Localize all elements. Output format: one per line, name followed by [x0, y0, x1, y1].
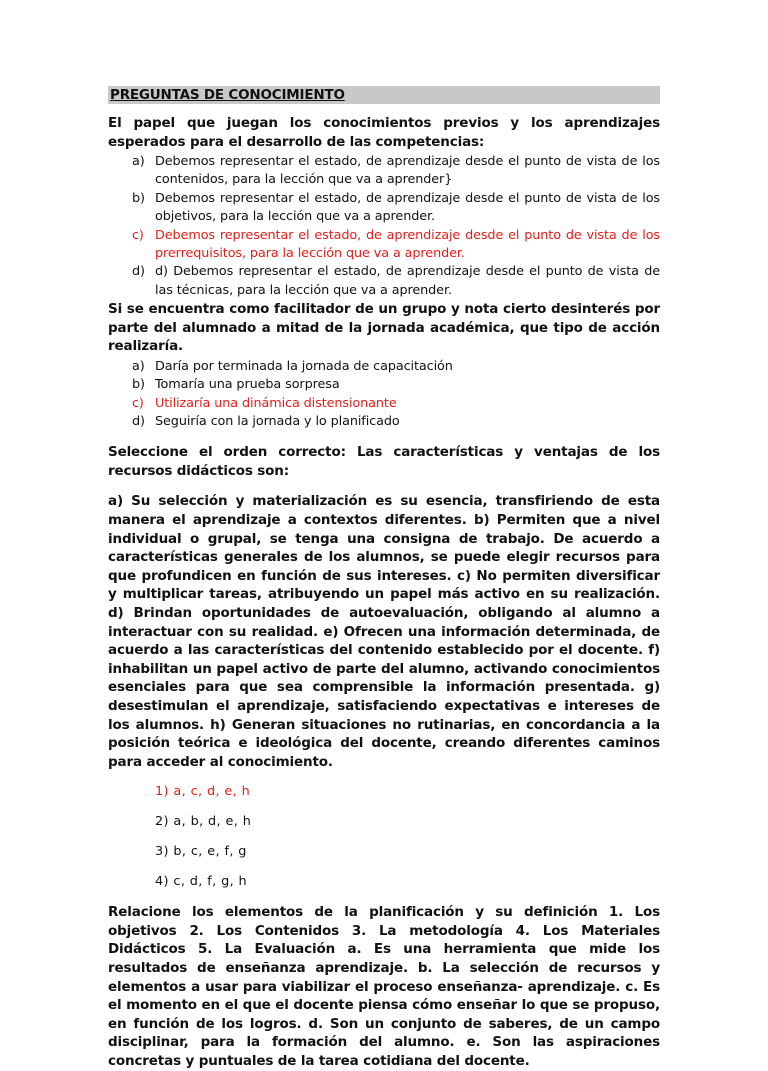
question-2-option-b	[108, 376, 660, 394]
option-letter: c)	[132, 395, 144, 411]
question-1-option-d	[108, 263, 660, 300]
option-text: Tomaría una prueba sorpresa	[155, 377, 340, 393]
answer-4: 4) c, d, f, g, h	[155, 874, 248, 890]
question-4-prompt: Relacione los elementos de la planificación y su definición 1. Los objetivos 2. Los Contenidos 3. La metodología 4. Los Materiales Didácticos 5. La Evaluación a. Es una herramienta que mide los resultados de enseñanza aprendizaje. b. La selección de recursos y elementos a usar para viabilizar el proceso enseñanza- aprendizaje. c. Es el momento en el que el docente piensa cómo enseñar lo que se propuso, en función de los logros. d. Son un conjunto de saberes, de un campo disciplinar, para la formación del alumno. e. Son las aspiraciones concretas y puntuales de la tarea cotidiana del docente.	[108, 904, 660, 1070]
question-1-option-a	[108, 153, 660, 190]
option-letter: d)	[132, 413, 145, 429]
option-letter: b)	[132, 377, 145, 393]
option-letter: a)	[132, 358, 145, 374]
option-letter: d)	[132, 264, 145, 280]
option-letter: b)	[132, 190, 145, 206]
question-2-option-a	[108, 358, 660, 376]
option-text: Debemos representar el estado, de aprendizaje desde el punto de vista de los objetivos, para la lección que va a aprender.	[155, 190, 660, 225]
question-1-options	[108, 153, 660, 300]
question-1-option-b	[108, 190, 660, 227]
option-text: Debemos representar el estado, de aprendizaje desde el punto de vista de los prerrequisitos, para la lección que va a aprender.	[155, 227, 660, 262]
question-3-prompt: Seleccione el orden correcto: Las características y ventajas de los recursos didácticos son:	[108, 444, 660, 479]
question-3-body: a) Su selección y materialización es su esencia, transfiriendo de esta manera el aprendizaje a contextos diferentes. b) Permiten que a nivel individual o grupal, se tenga una consigna de trabajo. De acuerdo a características generales de los alumnos, se puede elegir recursos para que profundicen en función de sus intereses. c) No permiten diversificar y multiplicar tareas, atribuyendo un papel más activo en su realización. d) Brindan oportunidades de autoevaluación, obligando al alumno a interactuar con su realidad. e) Ofrecen una información determinada, de acuerdo a las características del contenido establecido por el docente. f) inhabilitan un papel activo de parte del alumno, activando conocimientos esenciales para que sea comprensible la información presentada. g) desestimulan el aprendizaje, satisfaciendo expectativas e intereses de los alumnos. h) Generan situaciones no rutinarias, en concordancia a la posición teórica e ideológica del docente, creando diferentes caminos para acceder al conocimiento.	[108, 493, 660, 770]
question-1-prompt: El papel que juegan los conocimientos previos y los aprendizajes esperados para el desarrollo de las competencias:	[108, 115, 660, 150]
option-text: Seguiría con la jornada y lo planificado	[155, 413, 400, 429]
answer-3: 3) b, c, e, f, g	[155, 844, 247, 860]
question-1-option-c-correct	[108, 227, 660, 264]
option-text: Debemos representar el estado, de aprendizaje desde el punto de vista de los contenidos, para la lección que va a aprender}	[155, 154, 660, 188]
question-2-option-d	[108, 413, 660, 431]
option-letter: c)	[132, 227, 144, 243]
option-text: Daría por terminada la jornada de capacitación	[155, 358, 453, 374]
question-3-answers	[108, 783, 660, 891]
document-page	[108, 86, 660, 1071]
question-2-option-c-correct	[108, 395, 660, 413]
option-text: d) Debemos representar el estado, de aprendizaje desde el punto de vista de las técnicas, para la lección que va a aprender.	[155, 264, 660, 298]
option-text: Utilizaría una dinámica distensionante	[155, 395, 397, 411]
option-letter: a)	[132, 154, 145, 169]
question-2-prompt: Si se encuentra como facilitador de un grupo y nota cierto desinterés por parte del alumnado a mitad de la jornada académica, que tipo de acción realizaría.	[108, 301, 660, 355]
question-2-options	[108, 358, 660, 432]
section-heading: PREGUNTAS DE CONOCIMIENTO	[108, 86, 660, 104]
answer-1-correct: 1) a, c, d, e, h	[155, 784, 251, 800]
answer-2: 2) a, b, d, e, h	[155, 814, 252, 830]
